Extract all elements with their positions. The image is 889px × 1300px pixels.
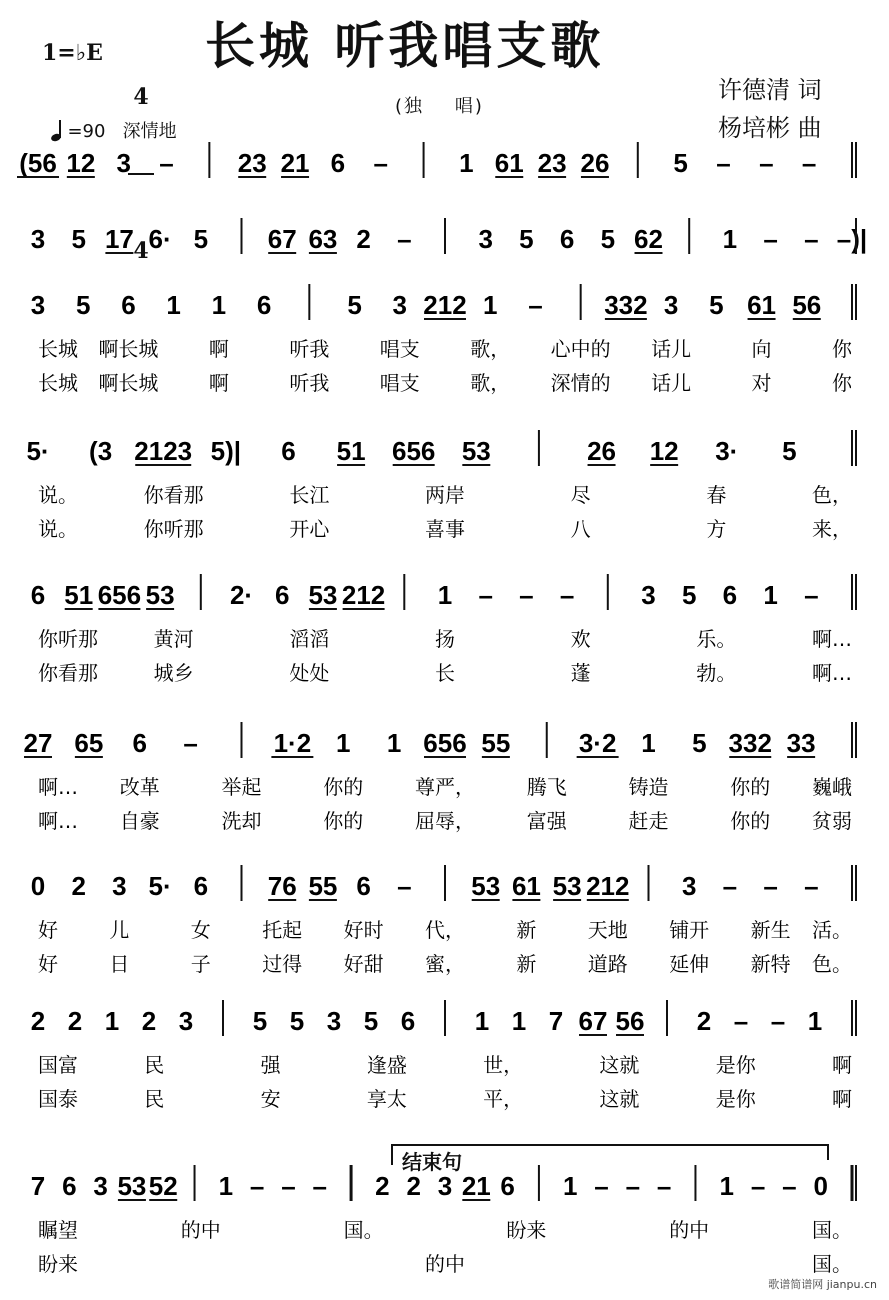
lyric-word: 你听那	[38, 627, 98, 651]
note-token: 656	[391, 436, 436, 466]
note-token: 1	[474, 1006, 490, 1036]
note-token: 1	[562, 1171, 578, 1201]
note-token: 52	[148, 1171, 178, 1201]
note-token: 6	[500, 1171, 515, 1201]
lyric-word: 勃。	[696, 661, 737, 685]
note-token: –	[159, 148, 174, 178]
lyric-word: 洗却	[221, 809, 262, 833]
note-token: 6	[193, 871, 209, 901]
note-token: 12	[66, 148, 96, 178]
note-token: –	[804, 871, 819, 901]
note-token: 6	[330, 148, 346, 178]
lyric-word: 你的	[730, 775, 771, 799]
lyric-word: 扬	[435, 627, 455, 651]
lyric-word: 的中	[425, 1252, 465, 1276]
note-token: 1	[104, 1006, 120, 1036]
lyricist-credit: 许德清 词	[718, 76, 822, 104]
note-token: –	[782, 1171, 797, 1201]
note-token: 0	[813, 1171, 828, 1201]
note-token: 1	[386, 728, 402, 758]
lyric-word: 开心	[289, 517, 330, 541]
composer-credit: 杨培彬 曲	[718, 114, 822, 142]
lyric-word: 举起	[221, 775, 262, 799]
lyric-word: 托起	[262, 918, 303, 942]
note-token: 1	[511, 1006, 527, 1036]
lyric-word: 是你	[715, 1053, 756, 1077]
lyric-word: 色，	[812, 483, 852, 507]
note-token: 21	[280, 148, 310, 178]
lyric-word: 蜜，	[425, 952, 465, 976]
note-token: 5	[673, 148, 688, 178]
note-token: 3	[681, 871, 697, 901]
note-token: 5	[600, 224, 616, 254]
note-token: 656	[423, 728, 467, 758]
lyric-word: 子	[190, 952, 211, 976]
lyric-word: 强	[260, 1053, 281, 1077]
note-token: 5	[709, 290, 724, 320]
note-token: 212	[423, 290, 467, 320]
note-token: 1	[482, 290, 498, 320]
note-token: 51	[336, 436, 366, 466]
lyric-word: 国富	[38, 1053, 78, 1077]
lyric-word: 话儿	[651, 337, 692, 361]
note-token: –	[249, 1171, 265, 1201]
lyric-word: 啊	[832, 1087, 852, 1111]
note-token: –	[804, 224, 819, 254]
note-token: 53	[308, 580, 338, 610]
lyric-word: 日	[109, 952, 130, 976]
note-token: –	[722, 871, 738, 901]
note-token: 3	[30, 224, 46, 254]
note-token: 3·	[715, 436, 739, 466]
lyric-word: 国。	[812, 1252, 852, 1276]
lyric-word: 安	[260, 1087, 281, 1111]
note-token: 6	[559, 224, 575, 254]
note-token: 3	[663, 290, 679, 320]
lyric-word: 黄河	[153, 627, 194, 651]
time-signature-top: 4	[133, 84, 149, 110]
note-token: –	[716, 148, 731, 178]
note-token: 2	[375, 1171, 390, 1201]
lyric-word: 听我	[289, 371, 330, 395]
note-token: 53	[145, 580, 175, 610]
lyric-word: 赶走	[628, 809, 669, 833]
note-token: 5	[347, 290, 362, 320]
lyric-word: 啊	[208, 371, 229, 395]
note-token: 2	[356, 224, 371, 254]
lyric-word: 欢	[570, 627, 591, 651]
note-token: 6	[281, 436, 296, 466]
lyric-word: 啊…	[812, 661, 852, 685]
note-token: 2·	[229, 580, 254, 610]
lyric-word: 啊…	[38, 809, 78, 833]
key-signature: 1=♭E	[42, 40, 103, 66]
note-token: 3	[641, 580, 656, 610]
note-token: –	[733, 1006, 749, 1036]
lyric-word: 好	[38, 918, 58, 942]
note-token: 6	[121, 290, 136, 320]
lyric-word: 城乡	[153, 661, 194, 685]
note-token: 6	[256, 290, 272, 320]
lyric-word: 铺开	[669, 918, 710, 942]
lyric-word: 世，	[483, 1053, 524, 1077]
note-token: 1	[763, 580, 778, 610]
lyric-word: 延伸	[669, 952, 710, 976]
lyric-word: 啊	[832, 1053, 852, 1077]
lyric-word: 自豪	[119, 809, 160, 833]
note-token: 56	[792, 290, 822, 320]
lyric-word: 你的	[323, 809, 364, 833]
lyric-word: 春	[706, 483, 727, 507]
note-token: 33	[786, 728, 816, 758]
note-token: 6	[30, 580, 46, 610]
tempo-value: =90	[67, 121, 106, 142]
note-token: 6	[356, 871, 371, 901]
note-token: 26	[580, 148, 610, 178]
note-token: 61	[747, 290, 777, 320]
note-token: 53	[471, 871, 501, 901]
expression-marking: 深情地	[122, 121, 177, 142]
note-token: 53	[461, 436, 491, 466]
lyric-word: 唱支	[379, 371, 420, 395]
note-token: 17	[104, 224, 134, 254]
lyric-word: 说。	[38, 517, 78, 541]
note-token: 1	[459, 148, 474, 178]
lyric-word: 处处	[289, 661, 330, 685]
note-token: 61	[511, 871, 541, 901]
note-token: 67	[578, 1006, 608, 1036]
lyric-word: 八	[570, 517, 591, 541]
lyric-word: 方	[706, 517, 727, 541]
lyric-word: 说。	[38, 483, 78, 507]
note-token: 1	[722, 224, 738, 254]
note-token: –	[763, 224, 778, 254]
lyric-word: 盼来	[38, 1252, 78, 1276]
note-token: 5	[519, 224, 534, 254]
lyric-word: 腾飞	[526, 775, 567, 799]
note-token: –	[656, 1171, 672, 1201]
note-token: 6	[62, 1171, 77, 1201]
note-token: 7	[548, 1006, 564, 1036]
lyric-word: 贫弱	[812, 809, 852, 833]
note-token: 5·	[148, 871, 172, 901]
lyric-word: 蓬	[570, 661, 591, 685]
lyric-word: 改革	[119, 775, 160, 799]
lyric-word: 逢盛	[366, 1053, 407, 1077]
note-token: 23	[537, 148, 567, 178]
note-token: 2123	[134, 436, 193, 466]
lyric-word: 啊长城	[98, 371, 159, 395]
note-token: 26	[587, 436, 616, 466]
lyric-word: 听我	[289, 337, 330, 361]
note-token: 1	[641, 728, 656, 758]
lyric-word: 乐。	[696, 627, 737, 651]
note-token: –	[801, 148, 817, 178]
lyric-word: 滔滔	[289, 627, 330, 651]
note-token: 5	[289, 1006, 305, 1036]
note-token: 55	[481, 728, 511, 758]
lyric-word: 这就	[599, 1053, 640, 1077]
note-token: 53	[117, 1171, 147, 1201]
note-token: 0	[30, 871, 46, 901]
note-token: 5	[363, 1006, 379, 1036]
note-token: 7	[30, 1171, 46, 1201]
lyric-word: 啊	[208, 337, 229, 361]
note-token: 5	[782, 436, 797, 466]
note-token: 76	[267, 871, 297, 901]
note-token: 1	[166, 290, 181, 320]
lyric-word: 国泰	[38, 1087, 78, 1111]
note-token: 6	[274, 580, 290, 610]
lyric-word: 歌，	[470, 337, 511, 361]
note-token: 65	[74, 728, 104, 758]
lyric-word: 过得	[262, 952, 303, 976]
lyric-word: 新特	[750, 952, 791, 976]
lyric-word: 啊长城	[98, 337, 159, 361]
lyric-word: 色。	[812, 952, 852, 976]
lyric-word: 话儿	[651, 371, 692, 395]
note-token: 656	[97, 580, 142, 610]
lyric-word: 活。	[812, 918, 852, 942]
note-token: 27	[23, 728, 53, 758]
lyric-word: 盼来	[506, 1218, 547, 1242]
lyric-word: 长城	[38, 337, 78, 361]
note-token: 3	[93, 1171, 108, 1201]
lyric-word: 两岸	[425, 483, 465, 507]
lyric-word: 国。	[343, 1218, 384, 1242]
note-token: 5	[71, 224, 86, 254]
note-token: 3	[437, 1171, 453, 1201]
note-token: –	[594, 1171, 609, 1201]
lyric-word: 屈辱，	[415, 809, 475, 833]
time-signature-bottom: 4	[133, 238, 149, 264]
ending-label: 结束句	[402, 1150, 462, 1174]
note-token: 1·2	[273, 728, 312, 758]
note-token: –	[519, 580, 534, 610]
lyric-word: 好时	[343, 918, 384, 942]
note-token: 21	[461, 1171, 491, 1201]
note-token: (56	[19, 148, 57, 178]
note-token: 51	[64, 580, 94, 610]
note-token: 6·	[148, 224, 172, 254]
note-token: 55	[308, 871, 338, 901]
lyric-word: 瞩望	[38, 1218, 78, 1242]
lyric-word: 铸造	[628, 775, 669, 799]
lyric-word: 这就	[599, 1087, 640, 1111]
lyric-word: 好	[38, 952, 58, 976]
note-token: –	[804, 580, 819, 610]
note-token: 3	[326, 1006, 342, 1036]
song-title: 长城 听我唱支歌	[205, 17, 605, 75]
lyric-word: 你	[832, 337, 852, 361]
note-token: 2	[71, 871, 86, 901]
lyric-word: 儿	[109, 918, 130, 942]
note-token: –)|	[836, 224, 868, 254]
note-token: 2	[67, 1006, 83, 1036]
note-token: –	[763, 871, 778, 901]
lyric-word: 啊…	[38, 775, 78, 799]
note-token: 3	[112, 871, 127, 901]
note-token: 5	[681, 580, 697, 610]
note-token: –	[397, 224, 412, 254]
lyric-word: 对	[751, 371, 772, 395]
note-token: 1	[218, 1171, 234, 1201]
note-token: 3	[392, 290, 408, 320]
note-token: 212	[341, 580, 386, 610]
note-token: 23	[237, 148, 267, 178]
note-token: 5·	[26, 436, 50, 466]
note-token: –	[312, 1171, 328, 1201]
note-token: 12	[649, 436, 679, 466]
lyric-word: 女	[190, 918, 211, 942]
lyric-word: 向	[751, 337, 772, 361]
note-token: 1	[336, 728, 351, 758]
lyric-word: 你	[832, 371, 852, 395]
note-token: 6	[400, 1006, 416, 1036]
note-token: 2	[696, 1006, 712, 1036]
lyric-word: 你听那	[143, 517, 204, 541]
lyric-word: 你看那	[143, 483, 204, 507]
lyric-word: 新	[516, 918, 537, 942]
note-token: 62	[634, 224, 663, 254]
lyric-word: 唱支	[379, 337, 420, 361]
lyric-word: 富强	[526, 809, 567, 833]
lyric-word: 道路	[587, 952, 628, 976]
note-token: 3	[178, 1006, 194, 1036]
watermark: 歌谱简谱网 jianpu.cn	[768, 1278, 877, 1291]
lyric-word: 歌，	[470, 371, 511, 395]
note-token: 56	[615, 1006, 645, 1036]
note-token: 1	[211, 290, 227, 320]
note-token: 67	[267, 224, 297, 254]
note-token: 5	[252, 1006, 268, 1036]
note-token: 1	[807, 1006, 823, 1036]
note-token: 2	[30, 1006, 46, 1036]
note-token: –	[559, 580, 575, 610]
lyric-word: 的中	[180, 1218, 221, 1242]
lyric-word: 你看那	[38, 661, 98, 685]
note-token: 2	[141, 1006, 157, 1036]
lyric-word: 巍峨	[812, 775, 852, 799]
note-token: 3·2	[578, 728, 617, 758]
lyric-word: 啊…	[812, 627, 852, 651]
lyric-word: 深情的	[550, 371, 611, 395]
note-token: 63	[308, 224, 338, 254]
note-token: 5	[75, 290, 91, 320]
lyric-word: 喜事	[425, 517, 465, 541]
note-token: –	[528, 290, 543, 320]
note-token: –	[397, 871, 412, 901]
lyric-word: 新生	[750, 918, 791, 942]
performance-note: (独 唱)	[395, 96, 484, 117]
lyric-word: 国。	[812, 1218, 852, 1242]
note-token: 5	[692, 728, 707, 758]
note-token: 332	[728, 728, 772, 758]
lyric-word: 长城	[38, 371, 78, 395]
note-token: 6	[132, 728, 147, 758]
lyric-word: 民	[144, 1053, 165, 1077]
lyric-word: 你的	[323, 775, 364, 799]
note-token: 332	[604, 290, 648, 320]
note-token: –	[478, 580, 493, 610]
note-token: 2	[406, 1171, 421, 1201]
lyric-word: 来，	[812, 517, 852, 541]
lyric-word: 长江	[289, 483, 330, 507]
note-token: –	[281, 1171, 296, 1201]
note-token: 5	[193, 224, 209, 254]
lyric-word: 好甜	[343, 952, 384, 976]
note-token: –	[759, 148, 774, 178]
note-token: 5)|	[210, 436, 242, 466]
lyric-word: 天地	[587, 918, 628, 942]
lyric-word: 尊严，	[415, 775, 475, 799]
lyric-word: 代，	[425, 918, 465, 942]
lyric-word: 长	[435, 661, 455, 685]
lyric-word: 你的	[730, 809, 771, 833]
note-token: 1	[437, 580, 453, 610]
lyric-word: 享太	[366, 1087, 407, 1111]
lyric-word: 是你	[715, 1087, 756, 1111]
note-token: 3	[30, 290, 46, 320]
lyric-word: 尽	[570, 483, 591, 507]
lyric-word: 平，	[483, 1087, 524, 1111]
lyric-word: 心中的	[550, 337, 611, 361]
note-token: 53	[552, 871, 582, 901]
note-token: 3	[116, 148, 131, 178]
note-token: –	[183, 728, 198, 758]
note-token: –	[373, 148, 388, 178]
note-token: 3	[478, 224, 493, 254]
note-token: –	[625, 1171, 641, 1201]
note-token: 61	[494, 148, 524, 178]
note-token: –	[750, 1171, 766, 1201]
note-token: 1	[719, 1171, 735, 1201]
note-token: 212	[586, 871, 630, 901]
lyric-word: 的中	[669, 1218, 710, 1242]
note-token: –	[770, 1006, 786, 1036]
lyric-word: 民	[144, 1087, 165, 1111]
note-token: (3	[89, 436, 113, 466]
note-token: 6	[722, 580, 738, 610]
lyric-word: 新	[516, 952, 537, 976]
